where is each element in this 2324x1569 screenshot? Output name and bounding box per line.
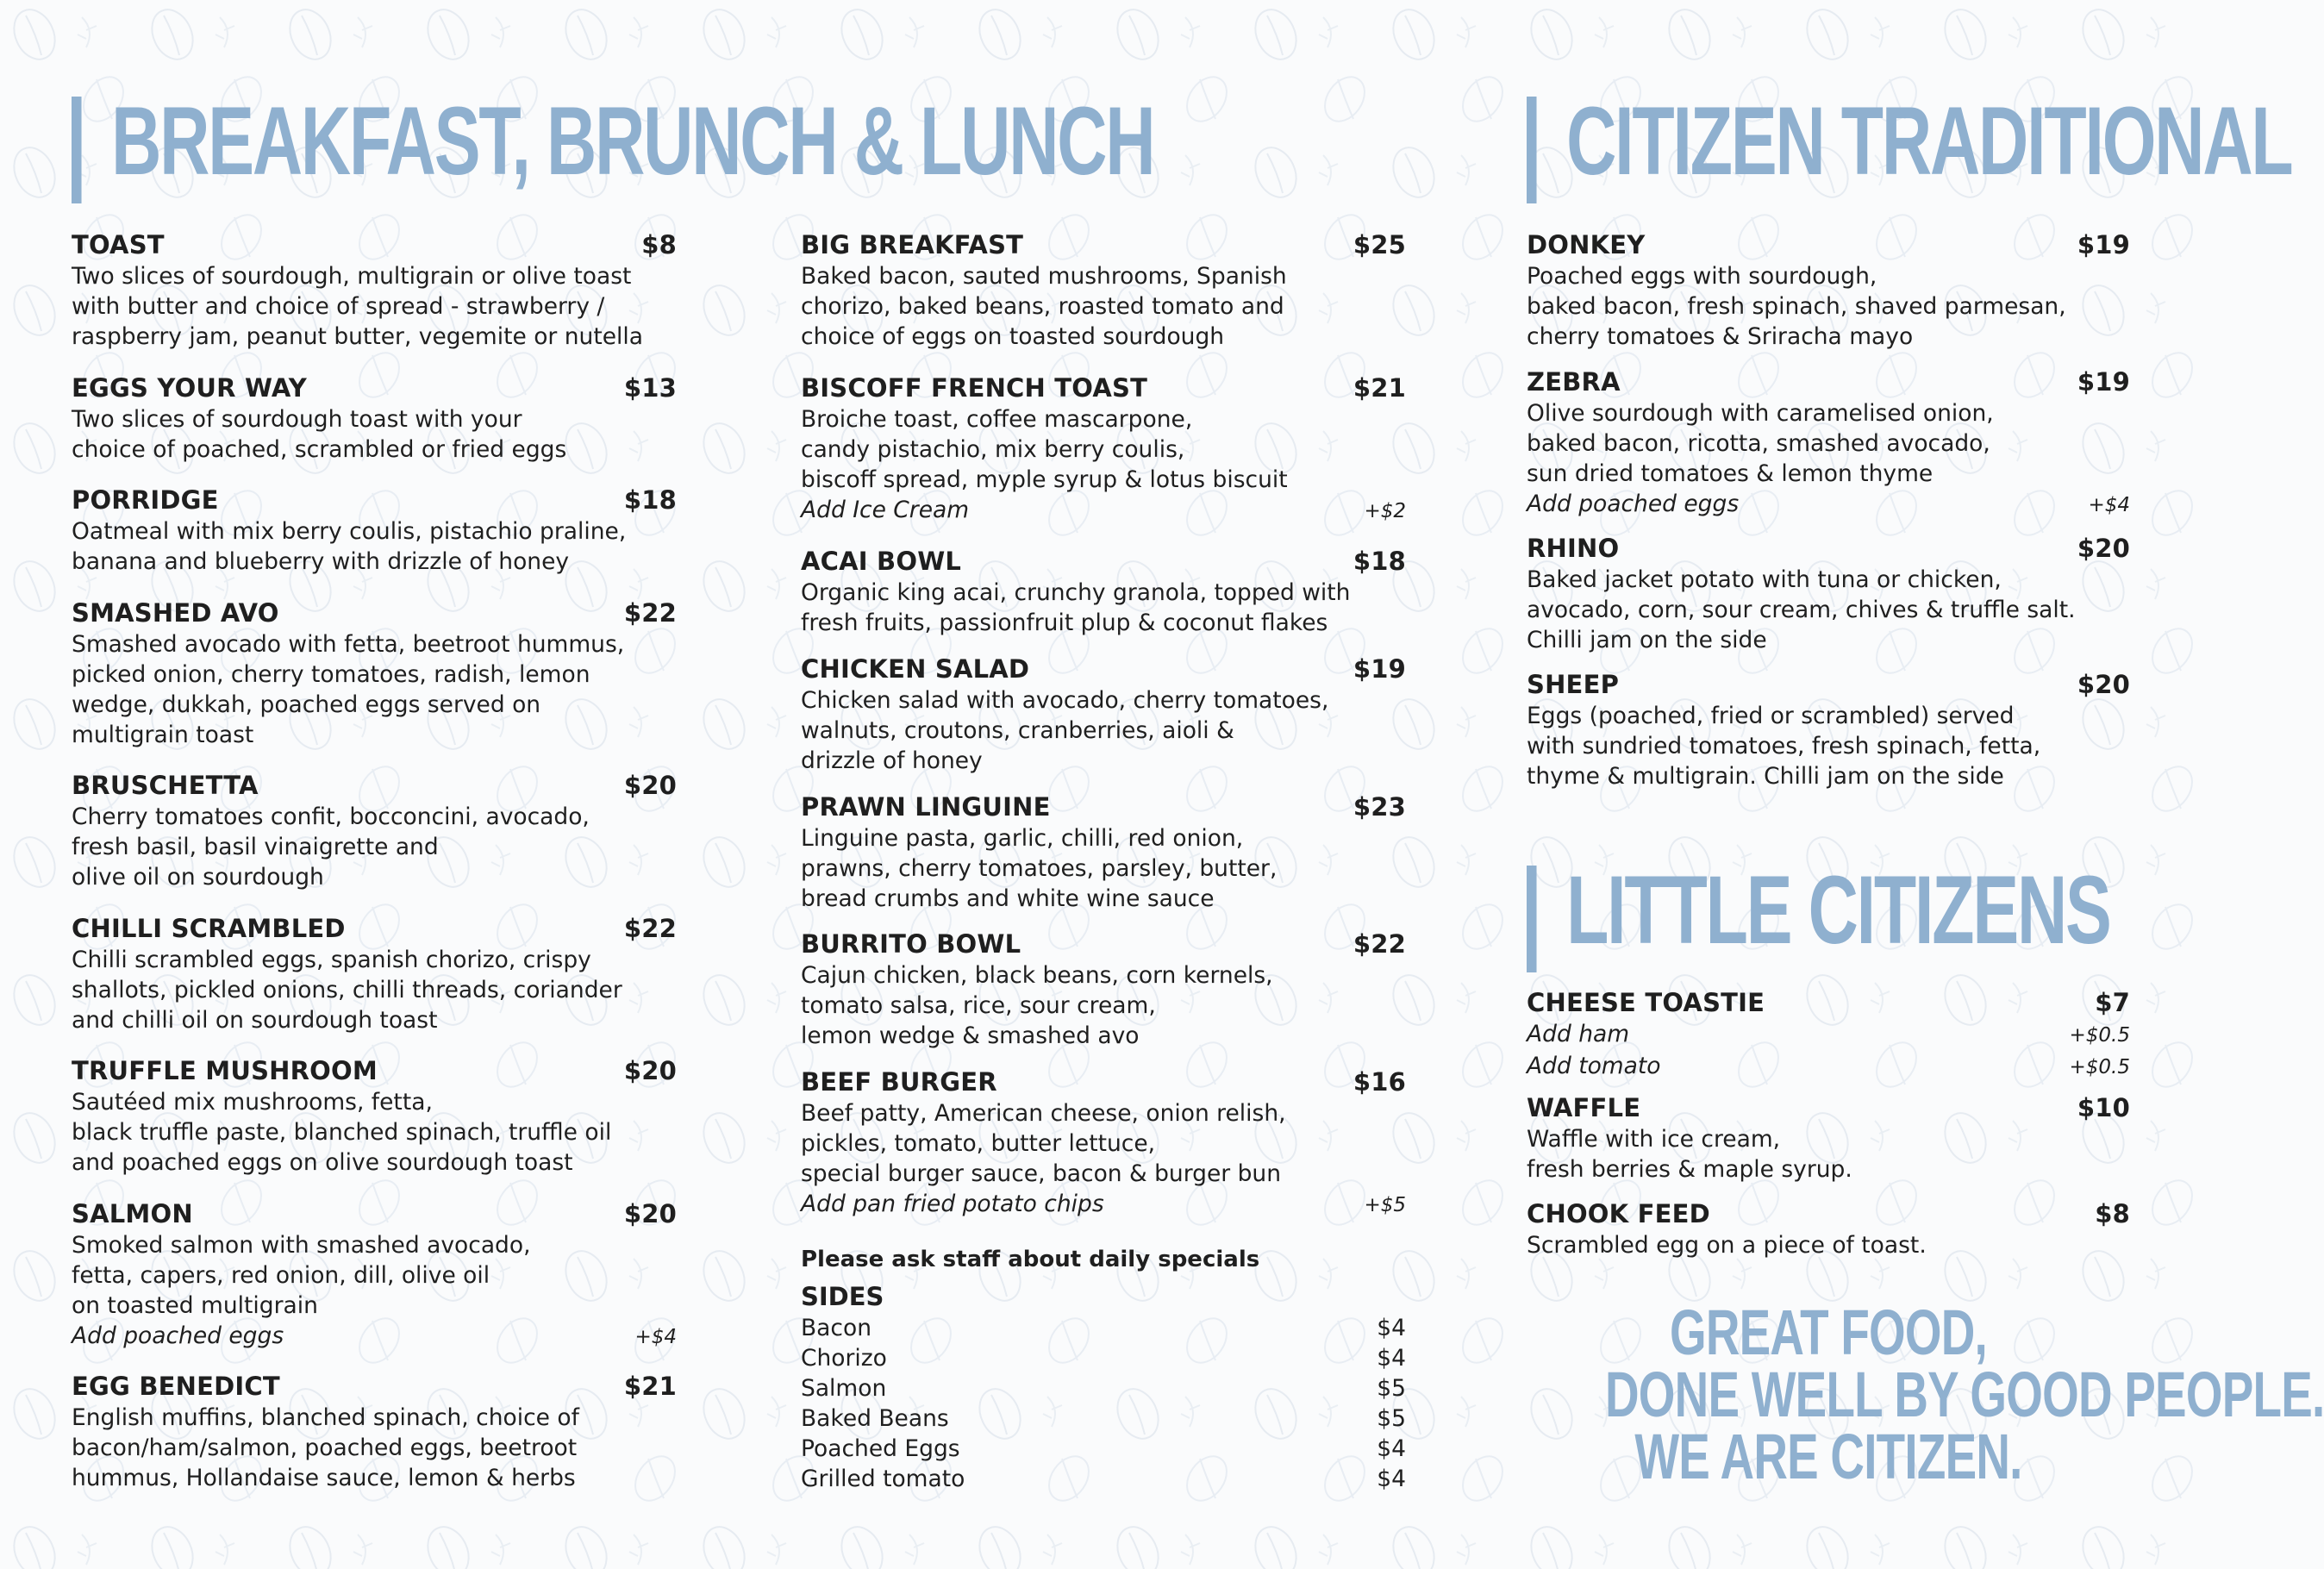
add-on-price: +$0.5	[2069, 1056, 2130, 1078]
item-description: Broiche toast, coffee mascarpone, candy pistachio, mix berry coulis, biscoff spread, myple syrup & lotus biscuit	[801, 406, 1288, 493]
item-name: RHINO	[1527, 534, 1620, 563]
item-name: WAFFLE	[1527, 1093, 1641, 1122]
item-price: $10	[2077, 1093, 2130, 1122]
item-description: Beef patty, American cheese, onion relish, pickles, tomato, butter lettuce, special burger sauce, bacon & burger bun	[801, 1100, 1286, 1187]
item-name: BURRITO BOWL	[801, 929, 1021, 959]
item-description: Scrambled egg on a piece of toast.	[1527, 1232, 1927, 1259]
item-add-on	[1527, 1019, 2130, 1051]
item-name: SALMON	[72, 1199, 193, 1228]
item-name: EGG BENEDICT	[72, 1372, 280, 1401]
item-name: ZEBRA	[1527, 367, 1621, 397]
item-add-on	[801, 495, 1406, 527]
item-description: Smashed avocado with fetta, beetroot hummus, picked onion, cherry tomatoes, radish, lemon wedge, dukkah, poached eggs served on multigrain toast	[72, 631, 625, 748]
item-description: Waffle with ice cream, fresh berries & maple syrup.	[1527, 1126, 1852, 1183]
item-price: $8	[641, 230, 677, 259]
menu-item-chicken-salad	[801, 654, 1406, 776]
item-name: BIG BREAKFAST	[801, 230, 1024, 259]
menu-item-toast	[72, 230, 677, 352]
item-name: TRUFFLE MUSHROOM	[72, 1056, 378, 1085]
item-price: $21	[1353, 373, 1406, 403]
menu-item-waffle	[1527, 1093, 2130, 1185]
add-on-label: Add ham	[1527, 1021, 1630, 1047]
add-on-label: Add Ice Cream	[801, 497, 970, 523]
breakfast-title: BREAKFAST, BRUNCH & LUNCH	[111, 87, 1154, 195]
item-name: SHEEP	[1527, 670, 1620, 699]
side-name: Poached Eggs	[801, 1435, 960, 1462]
side-name: Baked Beans	[801, 1405, 949, 1432]
item-name: BRUSCHETTA	[72, 771, 259, 800]
mains-column	[801, 0, 1406, 1569]
item-price: $19	[2077, 367, 2130, 397]
item-name: CHOOK FEED	[1527, 1199, 1710, 1228]
item-price: $13	[623, 373, 677, 403]
menu-item-chook-feed	[1527, 1199, 2130, 1260]
item-price: $19	[1353, 654, 1406, 684]
add-on-price: +$4	[2088, 494, 2130, 516]
menu-item-big-breakfast	[801, 230, 1406, 352]
add-on-price: +$5	[1364, 1194, 1406, 1216]
tagline-line-2: DONE WELL BY GOOD PEOPLE.	[1605, 1359, 2324, 1430]
add-on-label: Add pan fried potato chips	[801, 1191, 1104, 1217]
item-name: DONKEY	[1527, 230, 1646, 259]
item-name: ACAI BOWL	[801, 547, 962, 576]
side-price: $4	[1377, 1315, 1406, 1341]
add-on-label: Add tomato	[1527, 1053, 1661, 1079]
item-name: SMASHED AVO	[72, 598, 279, 628]
item-name: PRAWN LINGUINE	[801, 792, 1051, 822]
item-description: Olive sourdough with caramelised onion, baked bacon, ricotta, smashed avocado, sun dried tomatoes & lemon thyme	[1527, 400, 1994, 487]
menu-item-porridge	[72, 485, 677, 577]
item-price: $20	[2077, 534, 2130, 563]
item-price: $25	[1353, 230, 1406, 259]
add-on-price: +$0.5	[2069, 1024, 2130, 1047]
item-price: $21	[623, 1372, 677, 1401]
item-description: Cherry tomatoes confit, bocconcini, avocado, fresh basil, basil vinaigrette and olive oil on sourdough	[72, 803, 590, 891]
sides-list	[801, 1313, 1406, 1494]
menu-item-acai-bowl	[801, 547, 1406, 638]
item-description: Cajun chicken, black beans, corn kernels, tomato salsa, rice, sour cream, lemon wedge & smashed avo	[801, 962, 1273, 1049]
item-price: $18	[623, 485, 677, 515]
item-price: $20	[2077, 670, 2130, 699]
traditional-title: CITIZEN TRADITIONAL	[1566, 87, 2292, 195]
add-on-label: Add poached eggs	[1527, 491, 1740, 517]
item-price: $23	[1353, 792, 1406, 822]
item-description: Chilli scrambled eggs, spanish chorizo, crispy shallots, pickled onions, chilli threads, coriander and chilli oil on sourdough toast	[72, 947, 622, 1034]
item-name: BEEF BURGER	[801, 1067, 997, 1097]
item-price: $22	[623, 598, 677, 628]
item-name: PORRIDGE	[72, 485, 219, 515]
item-description: Two slices of sourdough toast with your choice of poached, scrambled or fried eggs	[72, 406, 567, 463]
side-price: $5	[1377, 1405, 1406, 1432]
side-item-chorizo	[801, 1343, 1406, 1373]
item-price: $8	[2095, 1199, 2130, 1228]
side-item-baked-beans	[801, 1403, 1406, 1434]
menu-item-truffle-mushroom	[72, 1056, 677, 1178]
item-description: Baked jacket potato with tuna or chicken, avocado, corn, sour cream, chives & truffle salt. Chilli jam on the side	[1527, 566, 2076, 653]
item-name: EGGS YOUR WAY	[72, 373, 307, 403]
item-add-on	[1527, 1051, 2130, 1083]
tagline-line-1: GREAT FOOD,	[1669, 1297, 1988, 1368]
side-name: Grilled tomato	[801, 1466, 965, 1492]
menu-item-egg-benedict	[72, 1372, 677, 1493]
item-name: CHICKEN SALAD	[801, 654, 1030, 684]
breakfast-column	[72, 0, 677, 1569]
item-description: Two slices of sourdough, multigrain or olive toast with butter and choice of spread - strawberry / raspberry jam, peanut butter, vegemite or nutella	[72, 263, 643, 350]
item-description: English muffins, blanched spinach, choice of bacon/ham/salmon, poached eggs, beetroot hummus, Hollandaise sauce, lemon & herbs	[72, 1404, 579, 1491]
tagline-line-3: WE ARE CITIZEN.	[1634, 1421, 2022, 1492]
item-description: Organic king acai, crunchy granola, topped with fresh fruits, passionfruit plup & coconut flakes	[801, 579, 1351, 636]
side-name: Chorizo	[801, 1345, 887, 1372]
item-price: $7	[2095, 988, 2130, 1017]
sides-title: SIDES	[801, 1282, 884, 1311]
item-name: TOAST	[72, 230, 165, 259]
item-description: Eggs (poached, fried or scrambled) served with sundried tomatoes, fresh spinach, fetta, thyme & multigrain. Chilli jam on the side	[1527, 703, 2041, 790]
item-price: $18	[1353, 547, 1406, 576]
item-price: $20	[623, 1199, 677, 1228]
little-citizens-title: LITTLE CITIZENS	[1566, 856, 2110, 964]
side-item-bacon	[801, 1313, 1406, 1343]
item-price: $20	[623, 1056, 677, 1085]
add-on-price: +$4	[634, 1326, 677, 1348]
item-description: Chicken salad with avocado, cherry tomatoes, walnuts, croutons, cranberries, aioli & drizzle of honey	[801, 687, 1329, 774]
add-on-label: Add poached eggs	[72, 1322, 284, 1349]
side-name: Bacon	[801, 1315, 872, 1341]
side-item-grilled-tomato	[801, 1464, 1406, 1494]
daily-specials-note: Please ask staff about daily specials	[801, 1247, 1260, 1272]
item-description: Sautéed mix mushrooms, fetta, black truffle paste, blanched spinach, truffle oil and poached eggs on olive sourdough toast	[72, 1089, 612, 1176]
side-price: $5	[1377, 1375, 1406, 1402]
add-on-price: +$2	[1364, 500, 1406, 522]
menu-item-beef-burger	[801, 1067, 1406, 1221]
menu-item-cheese-toastie	[1527, 988, 2130, 1083]
item-price: $22	[1353, 929, 1406, 959]
item-price: $19	[2077, 230, 2130, 259]
item-price: $22	[623, 914, 677, 943]
menu-item-eggs-your-way	[72, 373, 677, 465]
menu-item-salmon	[72, 1199, 677, 1353]
side-price: $4	[1377, 1466, 1406, 1492]
item-add-on	[801, 1189, 1406, 1221]
item-description: Linguine pasta, garlic, chilli, red onion, prawns, cherry tomatoes, parsley, butter, bread crumbs and white wine sauce	[801, 825, 1278, 912]
side-name: Salmon	[801, 1375, 887, 1402]
brand-tagline	[1527, 1297, 2324, 1492]
menu-item-prawn-linguine	[801, 792, 1406, 914]
item-name: CHEESE TOASTIE	[1527, 988, 1765, 1017]
item-name: BISCOFF FRENCH TOAST	[801, 373, 1148, 403]
item-description: Baked bacon, sauted mushrooms, Spanish chorizo, baked beans, roasted tomato and choice of eggs on toasted sourdough	[801, 263, 1287, 350]
item-add-on	[72, 1321, 677, 1353]
item-price: $16	[1353, 1067, 1406, 1097]
menu-item-biscoff-french-toast	[801, 373, 1406, 527]
menu-item-bruschetta	[72, 771, 677, 892]
item-description: Oatmeal with mix berry coulis, pistachio praline, banana and blueberry with drizzle of honey	[72, 518, 627, 575]
item-description: Smoked salmon with smashed avocado, fetta, capers, red onion, dill, olive oil on toasted multigrain	[72, 1232, 531, 1319]
menu-item-smashed-avo	[72, 598, 677, 750]
item-description: Poached eggs with sourdough, baked bacon, fresh spinach, shaved parmesan, cherry tomatoes & Sriracha mayo	[1527, 263, 2066, 350]
item-price: $20	[623, 771, 677, 800]
side-item-salmon	[801, 1373, 1406, 1403]
side-price: $4	[1377, 1435, 1406, 1462]
item-name: CHILLI SCRAMBLED	[72, 914, 346, 943]
side-price: $4	[1377, 1345, 1406, 1372]
side-item-poached-eggs	[801, 1434, 1406, 1464]
menu-item-burrito-bowl	[801, 929, 1406, 1051]
menu-item-chilli-scrambled	[72, 914, 677, 1035]
